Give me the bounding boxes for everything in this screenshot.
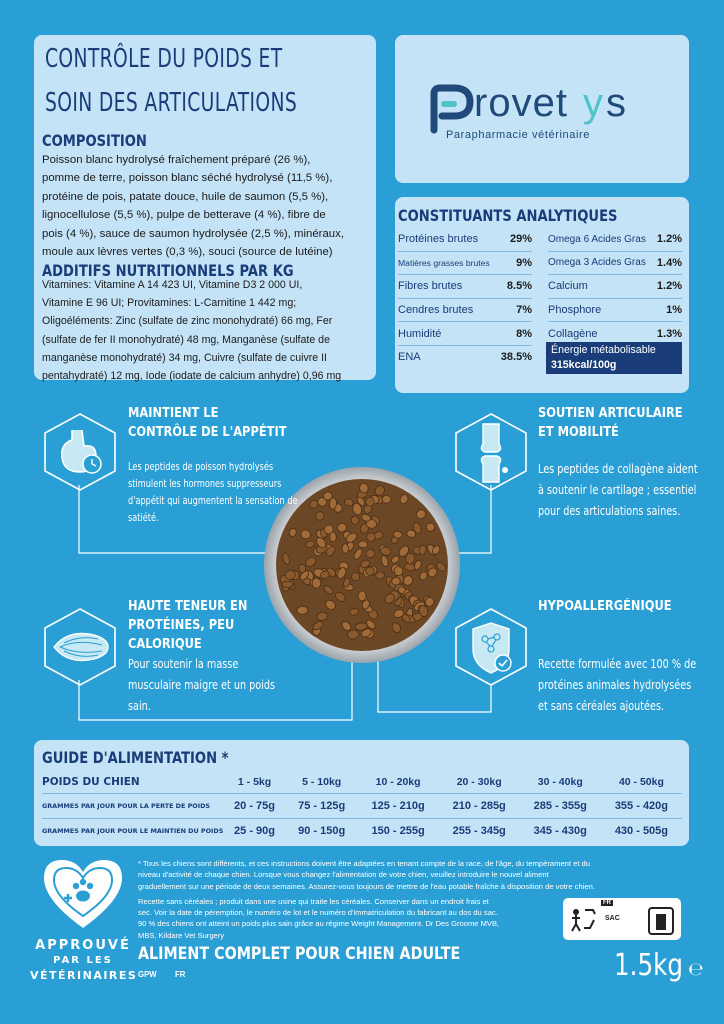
note-line: * Tous les chiens sont différents, et ces instructions doivent être adaptées en tenant compte de la race, de l'âge, du tempérament et du	[138, 859, 591, 868]
analytic-label: Collagène	[548, 322, 655, 346]
guide-heading: GUIDE D'ALIMENTATION *	[42, 748, 229, 767]
weight-cell: 10 - 20kg	[375, 775, 421, 788]
product-title-line2: SOIN DES ARTICULATIONS	[45, 88, 298, 118]
note-line: graduellement sur une période de deux semaines. Assurez-vous toujours de mettre de l'eau potable fraîche à disposition de votre chien.	[138, 881, 595, 891]
additives-line: manganèse monohydraté) 34 mg, Cuivre (sulfate de cuivre II	[42, 351, 327, 364]
brand-tagline: Parapharmacie vétérinaire	[446, 129, 591, 141]
vet-approved-heart-icon	[40, 856, 126, 932]
appetite-title	[128, 404, 287, 442]
joint-text-line: à soutenir le cartilage ; essentiel	[538, 482, 697, 497]
code-fr: FR	[174, 970, 186, 979]
storage-line: MBS, Kildare Vet Surgery	[138, 930, 225, 940]
analytic-value: 9%	[498, 251, 532, 275]
additives-line: Vitamine E 96 UI; Provitamines: L-Carnitine 1 442 mg;	[42, 297, 297, 310]
recycling-info-box	[563, 898, 681, 940]
kibble-piece	[330, 532, 337, 542]
hypo-title	[538, 597, 672, 616]
joint-text	[538, 458, 698, 521]
analytic-value: 1.4%	[655, 251, 682, 275]
analytic-value: 8%	[498, 322, 532, 346]
joint-title-line: SOUTIEN ARTICULAIRE	[538, 406, 683, 421]
loss-cell: 125 - 210g	[358, 793, 439, 818]
composition-line: protéine de pois, patate douce, huile de saumon (5,5 %),	[42, 190, 329, 203]
table-row	[42, 771, 682, 793]
approved-line: VÉTÉRINAIRES	[30, 969, 138, 982]
energy-label: Énergie métabolisable	[551, 344, 656, 356]
recycle-bin-icon	[647, 906, 675, 936]
code-gpw: GPW	[138, 970, 157, 979]
composition-line: pois (4 %), sauce de saumon hydrolysée (2,5 %), minéraux,	[42, 227, 344, 240]
stomach-hex-icon	[38, 410, 122, 494]
kibble-piece	[358, 591, 367, 601]
loss-cell: 75 - 125g	[286, 793, 358, 818]
protein-text-line: Pour soutenir la masse	[128, 656, 239, 671]
appetite-text-line: satiété.	[128, 512, 159, 524]
analytic-value: 38.5%	[500, 351, 532, 364]
product-title-line1: CONTRÔLE DU POIDS ET	[45, 44, 283, 74]
analytic-label: Cendres brutes	[398, 298, 498, 322]
composition-line: Poisson blanc hydrolysé fraîchement préparé (26 %),	[42, 154, 311, 166]
maint-cell: 25 - 90g	[223, 818, 285, 843]
appetite-title-line: MAINTIENT LE	[128, 406, 219, 421]
hypo-text	[538, 653, 696, 716]
kibble-piece	[342, 543, 349, 553]
brand-name: rovet	[474, 82, 568, 125]
storage-line: sec. Voir la date de péremption, le numéro de lot et le numéro d'immatriculation du fabricant au dos du sac.	[138, 908, 498, 918]
appetite-text-line: stimulent les hormones suppresseurs	[128, 478, 282, 490]
appetite-text-line: Les peptides de poisson hydrolysés	[128, 461, 274, 473]
additives-line: (sulfate de fer II monohydraté) 48 mg, Manganèse (sulfate de	[42, 333, 330, 346]
protein-title-line: CALORIQUE	[128, 637, 202, 652]
analytic-value: 8.5%	[498, 275, 532, 299]
analytic-value: 7%	[498, 298, 532, 322]
joint-text-line: pour des articulations saines.	[538, 503, 681, 518]
analytic-value: 1.3%	[655, 322, 682, 346]
estimated-sign: ℮	[688, 959, 704, 980]
analytic-label: ENA	[398, 351, 421, 364]
analytic-label: Omega 6 Acides Gras	[548, 228, 655, 251]
weight-cell: 5 - 10kg	[302, 775, 342, 788]
additives-line: Vitamines: Vitamine A 14 423 UI, Vitamine D3 2 000 UI,	[42, 279, 303, 291]
maint-cell: 430 - 505g	[601, 818, 682, 843]
table-row	[42, 793, 682, 818]
maint-cell: 255 - 345g	[439, 818, 520, 843]
appetite-text-line: d'appétit qui augmentent la sensation de	[128, 495, 298, 507]
storage-line: Recette sans céréales ; produit dans une usine qui traite les céréales. Conserver dans un endroit frais et	[138, 897, 489, 906]
composition-line: moule aux lèvres vertes (0,3 %), souci (source de lutéine)	[42, 246, 333, 259]
analytic-value: 29%	[498, 228, 532, 251]
analytic-label: Matières grasses brutes	[398, 251, 498, 275]
kibble-piece	[282, 581, 293, 587]
feeding-guide-table	[42, 771, 682, 843]
loss-cell: 210 - 285g	[439, 793, 520, 818]
kibble-piece	[358, 541, 368, 548]
svg-text:y: y	[583, 82, 603, 125]
energy-value: 315kcal/100g	[551, 359, 617, 371]
analytic-label: Protéines brutes	[398, 228, 498, 251]
weight-header: POIDS DU CHIEN	[42, 775, 140, 788]
hypo-text-line: et sans céréales ajoutées.	[538, 698, 665, 713]
hypo-text-line: Recette formulée avec 100 % de	[538, 656, 697, 671]
table-row	[42, 818, 682, 843]
protein-text-line: musculaire maigre et un poids	[128, 677, 276, 692]
maint-label: GRAMMES PAR JOUR POUR LE MAINTIEN DU POIDS	[42, 818, 223, 843]
composition-heading: COMPOSITION	[42, 131, 147, 150]
loss-cell: 20 - 75g	[223, 793, 285, 818]
appetite-text	[128, 459, 298, 527]
weight-cell: 30 - 40kg	[537, 775, 583, 788]
product-codes	[138, 970, 185, 979]
weight-cell: 40 - 50kg	[618, 775, 664, 788]
maint-cell: 90 - 150g	[286, 818, 358, 843]
additives-line: Oligoéléments: Zinc (sulfate de zinc monohydraté) 66 mg, Fer	[42, 315, 333, 328]
protein-title	[128, 597, 247, 654]
note-line: niveau d'activité de chaque chien. Lorsque vous changez l'alimentation de votre chien, veuillez introduire le nouvel aliment	[138, 870, 549, 880]
analytics-heading: CONSTITUANTS ANALYTIQUES	[398, 206, 618, 225]
net-weight-value: 1.5kg	[614, 948, 683, 983]
maint-cell: 150 - 255g	[358, 818, 439, 843]
additives-line: pentahydraté) 12 mg, Iode (iodate de calcium anhydre) 0,96 mg	[42, 370, 342, 383]
additives-heading: ADDITIFS NUTRITIONNELS PAR KG	[42, 261, 294, 280]
shield-hex-icon	[449, 605, 533, 689]
loss-label: GRAMMES PAR JOUR POUR LA PERTE DE POIDS	[42, 793, 223, 818]
svg-text:s: s	[606, 82, 626, 125]
analytic-label: Phosphore	[548, 298, 655, 322]
recycle-fr-tag: FR	[603, 900, 611, 906]
joint-text-line: Les peptides de collagène aident	[538, 461, 698, 476]
muscle-hex-icon	[38, 605, 122, 689]
weight-cell: 1 - 5kg	[237, 775, 272, 788]
net-weight	[614, 948, 704, 983]
kibble-piece	[375, 572, 384, 580]
composition-line: lignocellulose (5,5 %), pulpe de betterave (4 %), fibre de	[42, 209, 326, 222]
protein-title-line: HAUTE TENEUR EN	[128, 599, 248, 614]
joint-title	[538, 404, 683, 442]
feeding-note	[138, 858, 690, 892]
joint-title-line: ET MOBILITÉ	[538, 425, 619, 440]
storage-note	[138, 896, 568, 941]
analytic-label: Omega 3 Acides Gras	[548, 251, 655, 275]
hypo-title-line: HYPOALLERGÉNIQUE	[538, 599, 672, 614]
analytic-label: Humidité	[398, 322, 498, 346]
analytic-label: Fibres brutes	[398, 275, 498, 299]
protein-text	[128, 653, 275, 716]
weight-cell: 20 - 30kg	[456, 775, 502, 788]
kibble-piece	[297, 606, 309, 615]
appetite-title-line: CONTRÔLE DE L'APPÉTIT	[128, 425, 287, 440]
joint-hex-icon	[449, 410, 533, 494]
approved-line: PAR LES	[53, 955, 113, 966]
analytic-value: 1.2%	[655, 228, 682, 251]
approved-label	[30, 938, 136, 983]
hypo-text-line: protéines animales hydrolysées	[538, 677, 692, 692]
protein-title-line: PROTÉINES, PEU	[128, 618, 235, 633]
triman-icon	[567, 904, 597, 934]
approved-line: APPROUVÉ	[35, 938, 131, 953]
kibble-piece	[425, 597, 434, 607]
storage-line: 90 % des chiens ont atteint un poids plus sain grâce au régime Weight Management. Dr Des Groome MVB,	[138, 919, 500, 929]
composition-line: pomme de terre, poisson blanc séché hydrolysé (11,5 %),	[42, 172, 333, 185]
recycle-sac-label: SAC	[605, 915, 620, 922]
protein-text-line: sain.	[128, 698, 151, 713]
loss-cell: 355 - 420g	[601, 793, 682, 818]
analytic-value: 1%	[655, 298, 682, 322]
analytic-value: 1.2%	[655, 275, 682, 299]
loss-cell: 285 - 355g	[520, 793, 601, 818]
product-type: ALIMENT COMPLET POUR CHIEN ADULTE	[138, 944, 461, 964]
kibble-piece	[382, 495, 391, 503]
kibble-piece	[392, 577, 401, 585]
analytic-label: Calcium	[548, 275, 655, 299]
maint-cell: 345 - 430g	[520, 818, 601, 843]
